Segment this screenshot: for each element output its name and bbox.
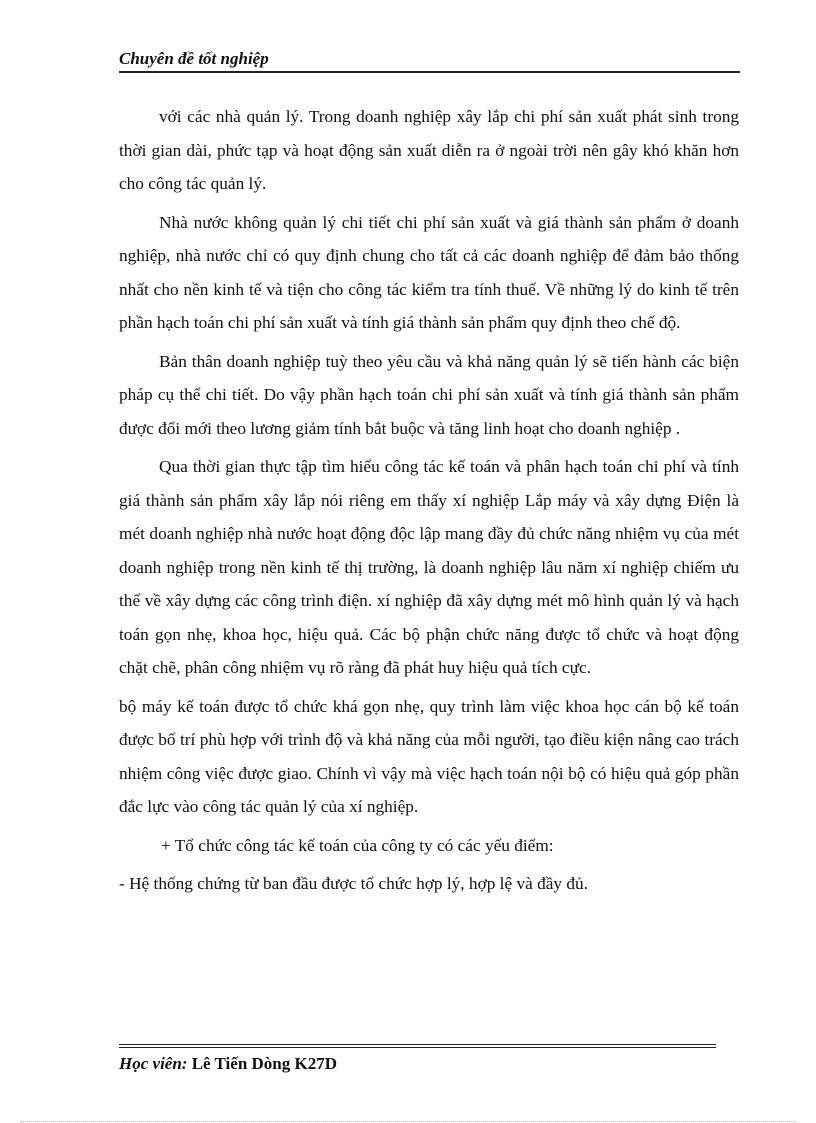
paragraph-1: với các nhà quản lý. Trong doanh nghiệp xây lắp chi phí sản xuất phát sinh trong thời gian dài, phức tạp và hoạt động sản xuất diễn ra ở ngoài trời nên gây khó khăn hơn cho công tác quản lý.: [119, 107, 739, 193]
paragraph-7: - Hệ thống chứng từ ban đầu được tổ chức hợp lý, hợp lệ và đầy đủ.: [119, 874, 588, 893]
footer-rule-double: [119, 1047, 716, 1048]
paragraph-2: Nhà nước không quản lý chi tiết chi phí sản xuất và giá thành sản phẩm ở doanh nghiệp, nhà nước chỉ có quy định chung cho tất cả các doanh nghiệp để đảm bảo thống nhất cho nền kinh tế và tiện cho công tác kiểm tra tính thuế. Về những lý do kinh tế trên phần hạch toán chi phí sản xuất và tính giá thành sản phẩm quy định theo chế độ.: [119, 212, 739, 332]
footer-label: Học viên:: [119, 1054, 188, 1073]
paragraph-3: Bản thân doanh nghiệp tuỳ theo yêu cầu và khả năng quản lý sẽ tiến hành các biện pháp cụ thể chi tiết. Do vậy phần hạch toán chi phí sản xuất và tính giá thành sản phẩm được đổi mới theo lương giảm tính bắt buộc và tăng linh hoạt cho doanh nghiệp .: [119, 351, 739, 438]
page-footer: [119, 1044, 716, 1074]
paragraph-5: bộ máy kế toán được tổ chức khá gọn nhẹ, quy trình làm việc khoa học cán bộ kế toán được bố trí phù hợp với trình độ và khả năng của mỗi người, tạo điều kiện nâng cao trách nhiệm công việc được giao. Chính vì vậy mà việc hạch toán nội bộ có hiệu quả góp phần đắc lực vào công tác quản lý của xí nghiệp.: [119, 696, 739, 816]
footer-rule: [119, 1044, 716, 1045]
page-edge-divider: [20, 1121, 796, 1122]
paragraph-6: + Tổ chức công tác kế toán của công ty có các yếu điểm:: [161, 835, 554, 855]
page-header: [119, 49, 740, 69]
header-rule: [119, 71, 740, 73]
document-body: [119, 100, 739, 906]
footer-author: [119, 1054, 716, 1074]
header-title: Chuyên đề tốt nghiệp: [119, 49, 269, 68]
footer-name: Lê Tiến Dòng K27D: [191, 1054, 338, 1073]
paragraph-4: Qua thời gian thực tập tìm hiểu công tác kế toán và phân hạch toán chi phí và tính giá thành sản phẩm xây lắp nói riêng em thấy xí nghiệp Lắp máy và xây dựng Điện là mét doanh nghiệp nhà nước hoạt động độc lập mang đầy đủ chức năng nhiệm vụ của mét doanh nghiệp trong nền kinh tế thị trường, là doanh nghiệp lâu năm xí nghiệp chiếm ưu thế về xây dựng các công trình điện. xí nghiệp đã xây dựng mét mô hình quản lý và hạch toán gọn nhẹ, khoa học, hiệu quả. Các bộ phận chức năng được tổ chức và hoạt động chặt chẽ, phân công nhiệm vụ rõ ràng đã phát huy hiệu quả tích cực.: [119, 457, 739, 677]
